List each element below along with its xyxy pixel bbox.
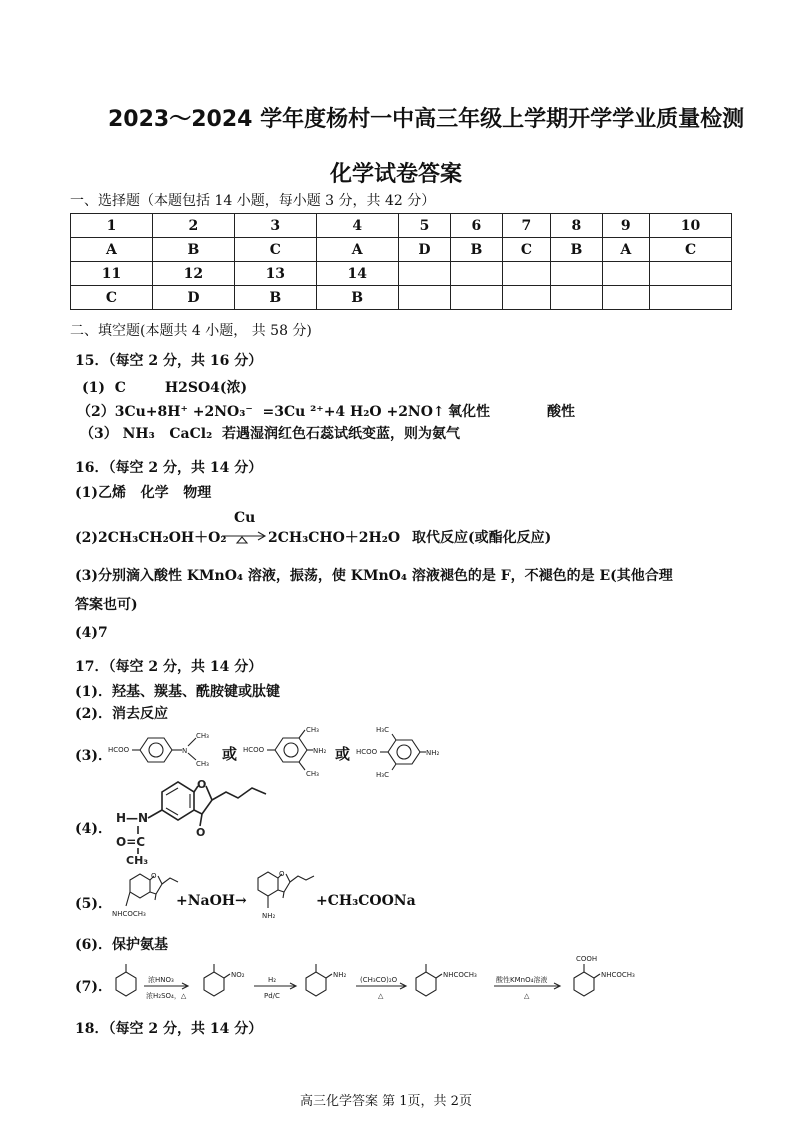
q17-line6: (6)．保护氨基 <box>75 937 168 953</box>
q15-heading: 15．（每空 2 分，共 16 分） <box>75 353 263 369</box>
q16-heading: 16．（每空 2 分，共 14 分） <box>75 460 263 476</box>
q15-answer-oxidizing: 氧化性 <box>448 404 490 420</box>
table-cell <box>650 286 732 310</box>
svg-text:△: △ <box>524 992 530 1000</box>
table-cell: 14 <box>316 262 398 286</box>
table-cell: 7 <box>502 214 551 238</box>
svg-text:浓HNO₃: 浓HNO₃ <box>148 976 174 984</box>
svg-text:CH₃: CH₃ <box>126 854 149 867</box>
or-word-2: 或 <box>335 745 351 763</box>
table-cell <box>398 286 451 310</box>
svg-text:CH₃: CH₃ <box>196 760 209 768</box>
svg-text:O: O <box>196 826 206 839</box>
synthesis-route-diagram <box>108 952 708 1012</box>
svg-text:NH₂: NH₂ <box>262 912 276 920</box>
table-cell: C <box>650 238 732 262</box>
svg-text:N: N <box>182 747 188 755</box>
table-cell: 5 <box>398 214 451 238</box>
table-cell <box>551 286 602 310</box>
q17-line4-label: (4)． <box>75 821 112 837</box>
svg-text:NH₂: NH₂ <box>313 747 327 755</box>
table-cell <box>502 262 551 286</box>
svg-text:O: O <box>197 778 207 791</box>
table-cell: 4 <box>316 214 398 238</box>
svg-text:O: O <box>279 870 285 878</box>
q16-line3-cont: 答案也可) <box>75 597 138 613</box>
svg-text:NH₂: NH₂ <box>426 749 440 757</box>
table-cell: 3 <box>234 214 316 238</box>
answer-table <box>70 213 732 310</box>
table-cell: C <box>71 286 153 310</box>
table-cell: B <box>316 286 398 310</box>
svg-text:酸性KMnO₄溶液: 酸性KMnO₄溶液 <box>496 976 548 984</box>
svg-text:HCOO: HCOO <box>243 746 265 754</box>
q15-line3: （3） NH₃ CaCl₂ 若遇湿润红色石蕊试纸变蓝，则为氨气 <box>80 426 460 442</box>
structure-reactant-acetamide <box>110 866 182 924</box>
q18-heading: 18．（每空 2 分，共 14 分） <box>75 1021 263 1037</box>
table-cell: 10 <box>650 214 732 238</box>
q17-line5-reagent: +NaOH→ <box>176 893 247 909</box>
structure-product-amine <box>248 864 320 928</box>
table-cell: A <box>602 238 649 262</box>
table-cell <box>451 286 502 310</box>
structure-dimethylamino-formate <box>108 728 218 772</box>
table-cell: D <box>152 286 234 310</box>
svg-text:HCOO: HCOO <box>356 748 378 756</box>
svg-text:浓H₂SO₄，△: 浓H₂SO₄，△ <box>146 992 187 1000</box>
structure-benzofuranone-acetamide <box>112 768 292 867</box>
table-cell: 13 <box>234 262 316 286</box>
q17-heading: 17．（每空 2 分，共 14 分） <box>75 659 263 675</box>
q17-line5-label: (5)． <box>75 896 112 912</box>
table-cell: D <box>398 238 451 262</box>
page-footer: 高三化学答案 第 1页，共 2页 <box>300 1094 472 1109</box>
svg-text:Pd/C: Pd/C <box>264 992 280 1000</box>
table-cell <box>502 286 551 310</box>
q17-line1: (1)．羟基、羰基、酰胺键或肽键 <box>75 684 280 700</box>
q16-line4: (4)7 <box>75 625 108 641</box>
svg-text:O: O <box>151 872 157 880</box>
svg-text:CH₃: CH₃ <box>306 726 319 734</box>
table-cell: B <box>152 238 234 262</box>
structure-amino-dimethyl-formate-c <box>356 724 456 778</box>
table-cell: 2 <box>152 214 234 238</box>
table-row <box>71 286 732 310</box>
page-title: 2023～2024 学年度杨村一中高三年级上学期开学学业质量检测 <box>108 107 745 132</box>
q16-line2-products: 2CH₃CHO＋2H₂O <box>268 530 401 546</box>
svg-text:CH₃: CH₃ <box>306 770 319 778</box>
svg-text:H—N: H—N <box>116 811 149 825</box>
svg-text:O=C: O=C <box>116 835 146 849</box>
q16-line2-reactants: (2)2CH₃CH₂OH＋O₂ <box>75 530 227 546</box>
page-subtitle: 化学试卷答案 <box>330 162 463 187</box>
svg-text:H₃C: H₃C <box>376 771 389 779</box>
table-cell: B <box>551 238 602 262</box>
svg-text:HCOO: HCOO <box>108 746 130 754</box>
table-cell: A <box>316 238 398 262</box>
svg-text:△: △ <box>378 992 384 1000</box>
reaction-arrow-icon <box>222 530 266 544</box>
section1-heading: 一、选择题（本题包括 14 小题，每小题 3 分，共 42 分） <box>70 193 436 209</box>
table-cell <box>602 262 649 286</box>
q16-line2-type: 取代反应(或酯化反应) <box>412 530 552 546</box>
q17-line3-label: (3)． <box>75 748 112 764</box>
svg-text:H₂: H₂ <box>268 976 277 984</box>
q17-line2: (2)．消去反应 <box>75 706 168 722</box>
q15-answer-acidic: 酸性 <box>547 404 575 420</box>
table-cell: 1 <box>71 214 153 238</box>
table-row <box>71 214 732 238</box>
table-cell: 6 <box>451 214 502 238</box>
q17-line5-product: +CH₃COONa <box>316 893 416 909</box>
table-cell <box>398 262 451 286</box>
svg-text:NHCOCH₃: NHCOCH₃ <box>443 971 477 979</box>
q15-line2: （2）3Cu+8H⁺ +2NO₃⁻ =3Cu ²⁺+4 H₂O +2NO↑ <box>77 404 445 420</box>
table-cell: 8 <box>551 214 602 238</box>
svg-text:NHCOCH₃: NHCOCH₃ <box>601 971 635 979</box>
table-cell <box>650 262 732 286</box>
table-cell: 11 <box>71 262 153 286</box>
table-row <box>71 262 732 286</box>
svg-text:NH₂: NH₂ <box>333 971 347 979</box>
svg-text:COOH: COOH <box>576 955 598 963</box>
table-cell <box>451 262 502 286</box>
table-cell: C <box>502 238 551 262</box>
table-row <box>71 238 732 262</box>
q17-line7-label: (7)． <box>75 979 112 995</box>
svg-text:CH₃: CH₃ <box>196 732 209 740</box>
table-cell: B <box>234 286 316 310</box>
table-cell <box>551 262 602 286</box>
svg-text:(CH₃CO)₂O: (CH₃CO)₂O <box>360 976 398 984</box>
svg-text:NHCOCH₃: NHCOCH₃ <box>112 910 146 918</box>
table-cell: 9 <box>602 214 649 238</box>
table-cell: C <box>234 238 316 262</box>
table-cell: B <box>451 238 502 262</box>
q16-catalyst: Cu <box>234 510 256 526</box>
svg-text:NO₂: NO₂ <box>231 971 245 979</box>
or-word-1: 或 <box>222 745 238 763</box>
svg-text:H₃C: H₃C <box>376 726 389 734</box>
table-cell: A <box>71 238 153 262</box>
q15-line1: (1) C H2SO4(浓) <box>82 380 248 396</box>
q16-line3: (3)分别滴入酸性 KMnO₄ 溶液，振荡，使 KMnO₄ 溶液褪色的是 F，不褪色的是 E(其他合理 <box>75 568 673 584</box>
table-cell: 12 <box>152 262 234 286</box>
q16-line1: (1)乙烯 化学 物理 <box>75 485 212 501</box>
section2-heading: 二、填空题(本题共 4 小题， 共 58 分) <box>70 323 312 339</box>
table-cell <box>602 286 649 310</box>
